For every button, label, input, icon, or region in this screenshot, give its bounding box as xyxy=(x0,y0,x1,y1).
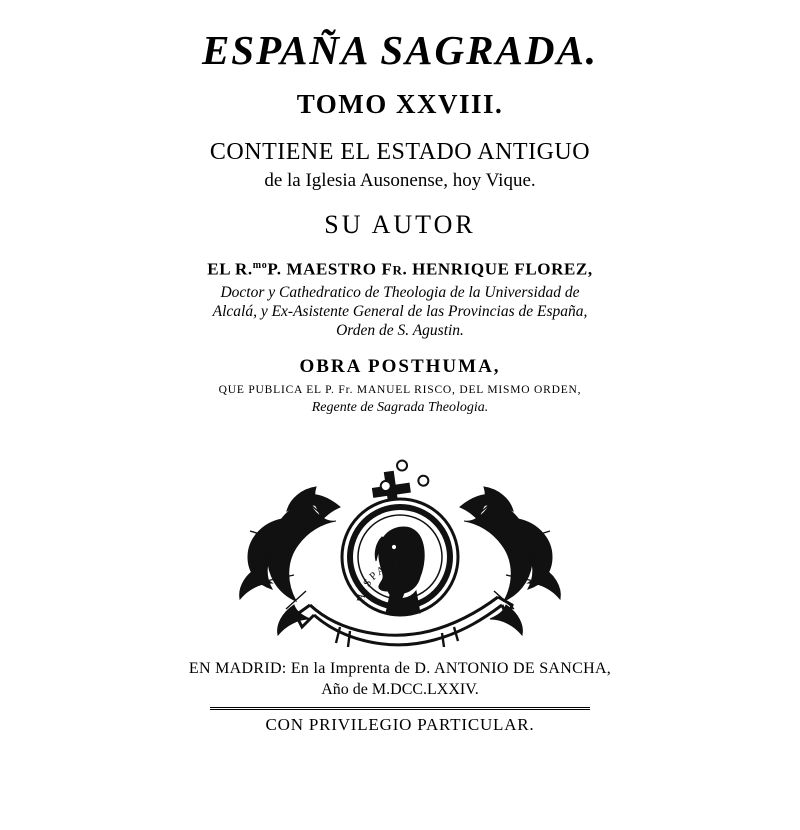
publisher-note: QUE PUBLICA EL P. Fr. MANUEL RISCO, DEL MISMO ORDEN, xyxy=(218,384,582,397)
author-description-line-1: Doctor y Cathedratico de Theologia de la Universidad de xyxy=(220,284,580,302)
author-description xyxy=(0,284,800,341)
divider xyxy=(210,707,590,710)
posthumous-note: OBRA POSTHUMA, xyxy=(299,356,501,378)
author-name-post: . HENRIQUE FLOREZ, xyxy=(402,259,593,279)
laurel-left-icon xyxy=(240,487,340,635)
privilege-line: CON PRIVILEGIO PARTICULAR. xyxy=(265,714,535,734)
author-name-mid: P. MAESTRO F xyxy=(267,259,393,279)
emblem-engraving xyxy=(190,427,610,652)
author-name-r: R xyxy=(392,262,403,278)
medallion-legend: HISPANIA xyxy=(354,559,416,604)
author-name xyxy=(0,260,800,279)
author-name-pre: EL R. xyxy=(207,259,253,279)
emblem xyxy=(0,425,800,655)
author-description-line-2: Alcalá, y Ex-Asistente General de las Provincias de España, xyxy=(212,303,588,321)
imprint-line: EN MADRID: En la Imprenta de D. ANTONIO DE SANCHA, xyxy=(188,659,612,677)
medallion xyxy=(342,499,458,615)
subtitle-line-1: CONTIENE EL ESTADO ANTIGUO xyxy=(209,139,591,165)
author-description-line-3: Orden de S. Agustin. xyxy=(336,322,464,340)
regent-note: Regente de Sagrada Theologia. xyxy=(311,399,489,415)
year-line: Año de M.DCC.LXXIV. xyxy=(321,680,479,698)
page-title: ESPAÑA SAGRADA. xyxy=(201,27,599,73)
title-page xyxy=(0,27,800,830)
subtitle-line-2: de la Iglesia Ausonense, hoy Vique. xyxy=(264,170,536,191)
author-name-superscript: mo xyxy=(252,260,268,271)
author-heading: SU AUTOR xyxy=(324,210,476,239)
volume-number: TOMO XXVIII. xyxy=(296,89,504,119)
